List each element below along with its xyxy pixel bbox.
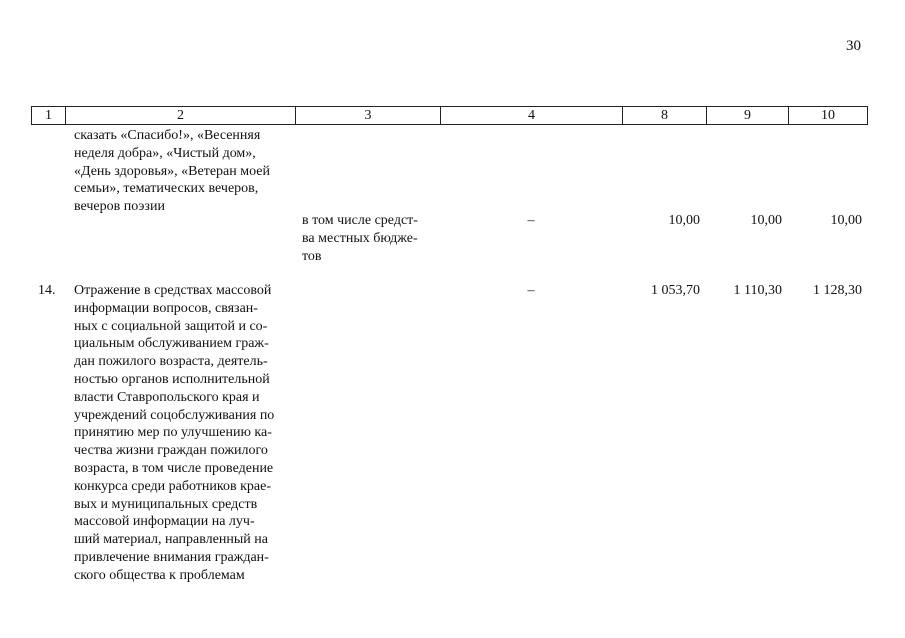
text-line: массовой информации на луч- [74, 514, 255, 530]
text-line: информации вопросов, связан- [74, 300, 258, 316]
text-line: учреждений соцобслуживания по [74, 407, 275, 423]
col8-value: 10,00 [668, 213, 700, 228]
text-line: привлечение внимания граждан- [74, 549, 269, 565]
column-header: 9 [707, 107, 789, 124]
table-header-row [31, 106, 868, 125]
col8-value: 1 053,70 [651, 283, 700, 298]
col10-value: 10,00 [830, 213, 862, 228]
text-line: чества жизни граждан пожилого [74, 443, 268, 459]
text-line: вых и муниципальных средств [74, 496, 258, 512]
text-line: сказать «Спасибо!», «Весенняя [74, 128, 261, 143]
text-line: ший материал, направленный на [74, 532, 268, 548]
row-description [74, 282, 291, 585]
text-line: Отражение в средствах массовой [74, 283, 272, 298]
text-line: ского общества к проблемам [74, 567, 245, 583]
column-header: 10 [821, 108, 835, 123]
column-header: 8 [623, 107, 707, 124]
text-line: циальным обслуживанием граж- [74, 336, 269, 352]
text-line: неделя добра», «Чистый дом», [74, 145, 256, 161]
column-header: 4 [441, 107, 623, 124]
text-line: конкурса среди работников крае- [74, 478, 271, 494]
text-line: тов [302, 248, 322, 264]
page-number: 30 [846, 38, 861, 54]
text-line: вечеров поэзии [74, 199, 165, 215]
text-line: «День здоровья», «Ветеран моей [74, 163, 270, 179]
text-line: семьи», тематических вечеров, [74, 181, 259, 197]
column-header: 2 [66, 107, 296, 124]
col10-value: 1 128,30 [813, 283, 862, 298]
col9-value: 1 110,30 [733, 283, 782, 298]
column-header: 3 [296, 107, 441, 124]
funding-source [302, 212, 435, 265]
row-description [74, 127, 291, 216]
text-line: власти Ставропольского края и [74, 389, 260, 405]
text-line: возраста, в том числе проведение [74, 460, 274, 476]
col9-value: 10,00 [750, 213, 782, 228]
text-line: ных с социальной защитой и со- [74, 318, 268, 334]
text-line: дан пожилого возраста, деятель- [74, 354, 268, 370]
text-line: ностью органов исполнительной [74, 371, 270, 387]
text-line: ва местных бюдже- [302, 230, 418, 246]
col4-value: – [527, 283, 535, 298]
column-header: 1 [32, 107, 66, 124]
text-line: в том числе средст- [302, 213, 418, 228]
row-number: 14. [38, 283, 56, 298]
text-line: принятию мер по улучшению ка- [74, 425, 272, 441]
col4-value: – [527, 213, 535, 228]
